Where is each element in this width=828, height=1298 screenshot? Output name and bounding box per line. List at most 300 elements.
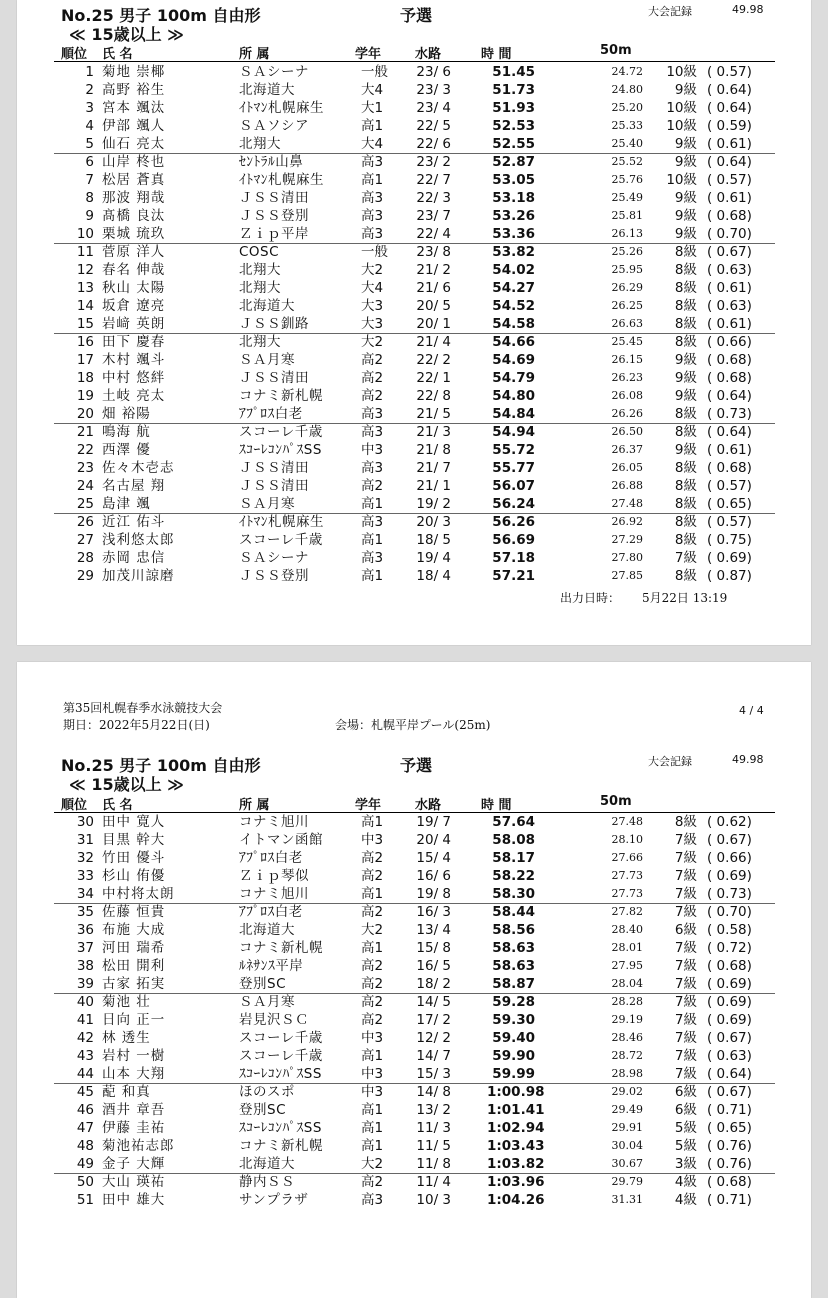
- heat-lane: 18/ 2: [416, 976, 451, 992]
- club-name: ＪＳＳ清田: [239, 460, 309, 476]
- split-50m: 25.45: [611, 335, 643, 348]
- reaction-time: ( 0.63): [707, 1048, 752, 1064]
- split-50m: 27.80: [611, 551, 643, 564]
- club-name: 北海道大: [239, 1156, 295, 1172]
- grade-cell: 高1: [361, 1138, 384, 1154]
- class-level: 9級: [674, 208, 697, 224]
- swimmer-name: 酒井 章吾: [102, 1102, 166, 1118]
- rank-cell: 37: [76, 940, 94, 956]
- split-50m: 25.76: [611, 173, 643, 186]
- club-name: COSC: [239, 244, 280, 260]
- class-level: 7級: [674, 886, 697, 902]
- grade-cell: 高2: [361, 478, 384, 494]
- rank-cell: 49: [76, 1156, 94, 1172]
- club-name: ＪＳＳ清田: [239, 190, 309, 206]
- split-50m: 25.49: [611, 191, 643, 204]
- club-name: コナミ新札幌: [239, 940, 323, 956]
- heat-lane: 23/ 4: [416, 100, 451, 116]
- swimmer-name: 那波 翔哉: [102, 190, 166, 206]
- class-level: 7級: [674, 958, 697, 974]
- heat-lane: 19/ 8: [416, 886, 451, 902]
- class-level: 10級: [666, 64, 697, 80]
- class-level: 7級: [674, 832, 697, 848]
- table-row: [17, 441, 811, 459]
- split-50m: 28.98: [611, 1067, 643, 1080]
- heat-lane: 14/ 8: [416, 1084, 451, 1100]
- swimmer-name: 菅原 洋人: [102, 244, 166, 260]
- club-name: イトマン函館: [239, 832, 323, 848]
- class-level: 9級: [674, 352, 697, 368]
- split-50m: 27.29: [611, 533, 643, 546]
- reaction-time: ( 0.68): [707, 1174, 752, 1190]
- result-time: 58.44: [492, 904, 535, 920]
- swimmer-name: 古家 拓実: [102, 976, 166, 992]
- grade-cell: 高1: [361, 940, 384, 956]
- swimmer-name: 春名 伸哉: [102, 262, 166, 278]
- heat-lane: 20/ 1: [416, 316, 451, 332]
- grade-cell: 高1: [361, 118, 384, 134]
- club-name: ｲﾄﾏﾝ札幌麻生: [239, 100, 324, 116]
- class-level: 8級: [674, 814, 697, 830]
- reaction-time: ( 0.63): [707, 298, 752, 314]
- table-row: [17, 813, 811, 831]
- reaction-time: ( 0.69): [707, 550, 752, 566]
- club-name: Ｚｉｐ琴似: [239, 868, 309, 884]
- col-lane-header: 水路: [415, 47, 442, 62]
- rank-cell: 46: [76, 1102, 94, 1118]
- result-time: 58.30: [492, 886, 535, 902]
- result-time: 56.26: [492, 514, 535, 530]
- reaction-time: ( 0.73): [707, 886, 752, 902]
- class-level: 7級: [674, 976, 697, 992]
- heat-lane: 13/ 2: [416, 1102, 451, 1118]
- heat-lane: 22/ 1: [416, 370, 451, 386]
- swimmer-name: 松居 蒼真: [102, 172, 166, 188]
- table-row: [17, 63, 811, 81]
- heat-lane: 11/ 5: [416, 1138, 451, 1154]
- result-time: 58.08: [492, 832, 535, 848]
- table-row: [17, 903, 811, 921]
- heat-lane: 16/ 5: [416, 958, 451, 974]
- heat-lane: 22/ 6: [416, 136, 451, 152]
- split-50m: 27.48: [611, 815, 643, 828]
- rank-cell: 11: [76, 244, 94, 260]
- record-value: 49.98: [732, 753, 764, 766]
- rank-cell: 3: [85, 100, 94, 116]
- grade-cell: 高1: [361, 172, 384, 188]
- split-50m: 24.80: [611, 83, 643, 96]
- heat-lane: 22/ 3: [416, 190, 451, 206]
- split-50m: 27.85: [611, 569, 643, 582]
- col-grade-header: 学年: [355, 47, 382, 62]
- heat-lane: 21/ 2: [416, 262, 451, 278]
- col-club-header: 所 属: [239, 47, 270, 62]
- rank-cell: 6: [85, 154, 94, 170]
- col-grade-header: 学年: [355, 798, 382, 813]
- class-level: 8級: [674, 262, 697, 278]
- split-50m: 30.04: [611, 1139, 643, 1152]
- split-50m: 28.04: [611, 977, 643, 990]
- class-level: 9級: [674, 190, 697, 206]
- table-row: [17, 1137, 811, 1155]
- swimmer-name: 加茂川諒磨: [102, 568, 175, 584]
- grade-cell: 中3: [361, 1030, 384, 1046]
- grade-cell: 高1: [361, 496, 384, 512]
- heat-lane: 21/ 5: [416, 406, 451, 422]
- class-level: 7級: [674, 868, 697, 884]
- club-name: 北翔大: [239, 334, 281, 350]
- event-title: No.25 男子 100m 自由形: [61, 756, 261, 775]
- rank-cell: 48: [76, 1138, 94, 1154]
- swimmer-name: 近江 佑斗: [102, 514, 166, 530]
- table-row: [17, 117, 811, 135]
- grade-cell: 大3: [361, 298, 384, 314]
- grade-cell: 高1: [361, 1120, 384, 1136]
- heat-lane: 22/ 8: [416, 388, 451, 404]
- rank-cell: 20: [76, 406, 94, 422]
- swimmer-name: 杉山 侑優: [102, 868, 166, 884]
- grade-cell: 高1: [361, 1102, 384, 1118]
- result-time: 58.22: [492, 868, 535, 884]
- table-row: [17, 405, 811, 423]
- swimmer-name: 菊地 崇椰: [102, 64, 166, 80]
- record-value: 49.98: [732, 3, 764, 16]
- meet-name: 第35回札幌春季水泳競技大会: [63, 701, 223, 715]
- heat-lane: 11/ 4: [416, 1174, 451, 1190]
- class-level: 7級: [674, 1030, 697, 1046]
- grade-cell: 高3: [361, 406, 384, 422]
- result-time: 59.99: [492, 1066, 535, 1082]
- grade-cell: 中3: [361, 832, 384, 848]
- rank-cell: 13: [76, 280, 94, 296]
- result-time: 52.53: [492, 118, 535, 134]
- rank-cell: 9: [85, 208, 94, 224]
- results-page-1: [17, 0, 811, 645]
- grade-cell: 大1: [361, 100, 384, 116]
- club-name: ｽｺｰﾚｺﾝﾊﾟｽSS: [239, 1066, 322, 1082]
- reaction-time: ( 0.57): [707, 478, 752, 494]
- split-50m: 28.46: [611, 1031, 643, 1044]
- rank-cell: 34: [76, 886, 94, 902]
- heat-lane: 22/ 7: [416, 172, 451, 188]
- split-50m: 26.37: [611, 443, 643, 456]
- table-row: [17, 567, 811, 585]
- result-time: 51.45: [492, 64, 535, 80]
- heat-lane: 11/ 3: [416, 1120, 451, 1136]
- club-name: ＳＡソシア: [239, 118, 309, 134]
- grade-cell: 大2: [361, 1156, 384, 1172]
- class-level: 8級: [674, 568, 697, 584]
- rank-cell: 30: [76, 814, 94, 830]
- result-time: 1:04.26: [487, 1192, 545, 1208]
- reaction-time: ( 0.57): [707, 64, 752, 80]
- reaction-time: ( 0.61): [707, 136, 752, 152]
- reaction-time: ( 0.65): [707, 496, 752, 512]
- rank-cell: 29: [76, 568, 94, 584]
- split-50m: 28.72: [611, 1049, 643, 1062]
- result-time: 58.63: [492, 940, 535, 956]
- heat-lane: 22/ 4: [416, 226, 451, 242]
- result-time: 1:00.98: [487, 1084, 545, 1100]
- result-time: 59.40: [492, 1030, 535, 1046]
- split-50m: 25.40: [611, 137, 643, 150]
- swimmer-name: 栗城 琉玖: [102, 226, 166, 242]
- heat-lane: 13/ 4: [416, 922, 451, 938]
- result-time: 54.94: [492, 424, 535, 440]
- rank-cell: 41: [76, 1012, 94, 1028]
- grade-cell: 大2: [361, 334, 384, 350]
- club-name: ｱﾌﾟﾛｽ白老: [239, 850, 303, 866]
- class-level: 7級: [674, 1048, 697, 1064]
- swimmer-name: 中村将太朗: [102, 886, 175, 902]
- rank-cell: 45: [76, 1084, 94, 1100]
- reaction-time: ( 0.72): [707, 940, 752, 956]
- grade-cell: 高3: [361, 190, 384, 206]
- rank-cell: 38: [76, 958, 94, 974]
- heat-lane: 23/ 6: [416, 64, 451, 80]
- reaction-time: ( 0.67): [707, 244, 752, 260]
- class-level: 10級: [666, 100, 697, 116]
- split-50m: 27.66: [611, 851, 643, 864]
- reaction-time: ( 0.67): [707, 1030, 752, 1046]
- reaction-time: ( 0.66): [707, 334, 752, 350]
- class-level: 9級: [674, 442, 697, 458]
- club-name: 北翔大: [239, 136, 281, 152]
- age-category: ≪ 15歳以上 ≫: [69, 775, 184, 794]
- reaction-time: ( 0.68): [707, 370, 752, 386]
- heat-lane: 14/ 5: [416, 994, 451, 1010]
- split-50m: 28.10: [611, 833, 643, 846]
- result-time: 52.55: [492, 136, 535, 152]
- heat-lane: 22/ 5: [416, 118, 451, 134]
- swimmer-name: 菊池祐志郎: [102, 1138, 175, 1154]
- grade-cell: 高3: [361, 514, 384, 530]
- rank-cell: 1: [85, 64, 94, 80]
- reaction-time: ( 0.69): [707, 976, 752, 992]
- round-label: 予選: [400, 756, 433, 775]
- class-level: 7級: [674, 994, 697, 1010]
- rank-cell: 8: [85, 190, 94, 206]
- split-50m: 27.48: [611, 497, 643, 510]
- swimmer-name: 仙石 亮太: [102, 136, 166, 152]
- club-name: ｱﾌﾟﾛｽ白老: [239, 904, 303, 920]
- reaction-time: ( 0.64): [707, 388, 752, 404]
- rank-cell: 39: [76, 976, 94, 992]
- result-time: 1:02.94: [487, 1120, 545, 1136]
- page-number: 4 / 4: [739, 704, 764, 717]
- class-level: 6級: [674, 922, 697, 938]
- result-time: 1:03.96: [487, 1174, 545, 1190]
- table-row: [17, 957, 811, 975]
- heat-lane: 22/ 2: [416, 352, 451, 368]
- heat-lane: 21/ 6: [416, 280, 451, 296]
- club-name: ｽｺｰﾚｺﾝﾊﾟｽSS: [239, 442, 322, 458]
- table-row: [17, 1191, 811, 1209]
- swimmer-name: 木村 颯斗: [102, 352, 166, 368]
- heat-lane: 18/ 4: [416, 568, 451, 584]
- result-time: 58.56: [492, 922, 535, 938]
- col-rank-header: 順位: [61, 798, 88, 813]
- club-name: ｽｺｰﾚｺﾝﾊﾟｽSS: [239, 1120, 322, 1136]
- result-time: 54.80: [492, 388, 535, 404]
- table-row: [17, 939, 811, 957]
- result-time: 54.79: [492, 370, 535, 386]
- split-50m: 26.50: [611, 425, 643, 438]
- grade-cell: 高3: [361, 226, 384, 242]
- class-level: 5級: [674, 1138, 697, 1154]
- table-row: [17, 333, 811, 351]
- class-level: 6級: [674, 1084, 697, 1100]
- split-50m: 26.23: [611, 371, 643, 384]
- reaction-time: ( 0.71): [707, 1102, 752, 1118]
- swimmer-name: 浅利悠太郎: [102, 532, 175, 548]
- table-row: [17, 153, 811, 171]
- swimmer-name: 目黒 幹大: [102, 832, 166, 848]
- col-time-header: 時 間: [481, 47, 512, 62]
- output-timestamp: 5月22日 13:19: [642, 591, 728, 605]
- grade-cell: 高3: [361, 208, 384, 224]
- swimmer-name: 畑 裕陽: [102, 406, 151, 422]
- reaction-time: ( 0.68): [707, 208, 752, 224]
- grade-cell: 高1: [361, 886, 384, 902]
- table-row: [17, 1173, 811, 1191]
- rank-cell: 51: [76, 1192, 94, 1208]
- heat-lane: 11/ 8: [416, 1156, 451, 1172]
- split-50m: 26.13: [611, 227, 643, 240]
- grade-cell: 高2: [361, 850, 384, 866]
- rank-cell: 33: [76, 868, 94, 884]
- heat-lane: 23/ 3: [416, 82, 451, 98]
- table-row: [17, 135, 811, 153]
- result-time: 54.69: [492, 352, 535, 368]
- rank-cell: 31: [76, 832, 94, 848]
- grade-cell: 高3: [361, 550, 384, 566]
- rank-cell: 16: [76, 334, 94, 350]
- swimmer-name: 日向 正一: [102, 1012, 166, 1028]
- reaction-time: ( 0.64): [707, 154, 752, 170]
- club-name: ＳＡ月寒: [239, 352, 295, 368]
- split-50m: 25.95: [611, 263, 643, 276]
- table-row: [17, 207, 811, 225]
- result-time: 53.05: [492, 172, 535, 188]
- rank-cell: 2: [85, 82, 94, 98]
- class-level: 8級: [674, 496, 697, 512]
- club-name: ＳＡ月寒: [239, 994, 295, 1010]
- club-name: ＳＡシーナ: [239, 64, 309, 80]
- heat-lane: 19/ 2: [416, 496, 451, 512]
- class-level: 7級: [674, 1066, 697, 1082]
- reaction-time: ( 0.66): [707, 850, 752, 866]
- heat-lane: 20/ 3: [416, 514, 451, 530]
- split-50m: 26.92: [611, 515, 643, 528]
- table-row: [17, 867, 811, 885]
- heat-lane: 16/ 3: [416, 904, 451, 920]
- grade-cell: 中3: [361, 1066, 384, 1082]
- club-name: スコーレ千歳: [239, 532, 323, 548]
- table-row: [17, 459, 811, 477]
- class-level: 9級: [674, 370, 697, 386]
- club-name: ＪＳＳ登別: [239, 568, 309, 584]
- result-time: 54.27: [492, 280, 535, 296]
- reaction-time: ( 0.70): [707, 226, 752, 242]
- club-name: 登別SC: [239, 976, 286, 992]
- class-level: 7級: [674, 1012, 697, 1028]
- rank-cell: 17: [76, 352, 94, 368]
- reaction-time: ( 0.70): [707, 904, 752, 920]
- class-level: 9級: [674, 136, 697, 152]
- club-name: ＪＳＳ清田: [239, 370, 309, 386]
- split-50m: 27.95: [611, 959, 643, 972]
- meet-venue: 会場：札幌平岸プール(25m): [335, 718, 491, 732]
- rank-cell: 10: [76, 226, 94, 242]
- rank-cell: 19: [76, 388, 94, 404]
- result-time: 59.28: [492, 994, 535, 1010]
- table-row: [17, 1065, 811, 1083]
- class-level: 10級: [666, 118, 697, 134]
- swimmer-name: 宮本 颯汰: [102, 100, 166, 116]
- club-name: Ｚｉｐ平岸: [239, 226, 309, 242]
- split-50m: 28.28: [611, 995, 643, 1008]
- table-row: [17, 81, 811, 99]
- swimmer-name: 田下 慶春: [102, 334, 166, 350]
- rank-cell: 47: [76, 1120, 94, 1136]
- grade-cell: 高1: [361, 1048, 384, 1064]
- result-time: 54.66: [492, 334, 535, 350]
- rank-cell: 14: [76, 298, 94, 314]
- heat-lane: 21/ 4: [416, 334, 451, 350]
- rank-cell: 7: [85, 172, 94, 188]
- table-row: [17, 1101, 811, 1119]
- swimmer-name: 赤岡 忠信: [102, 550, 166, 566]
- club-name: ほのスポ: [239, 1084, 295, 1100]
- club-name: ｱﾌﾟﾛｽ白老: [239, 406, 303, 422]
- table-row: [17, 171, 811, 189]
- heat-lane: 19/ 7: [416, 814, 451, 830]
- table-row: [17, 243, 811, 261]
- class-level: 7級: [674, 940, 697, 956]
- result-time: 54.58: [492, 316, 535, 332]
- rank-cell: 26: [76, 514, 94, 530]
- class-level: 8級: [674, 460, 697, 476]
- class-level: 10級: [666, 172, 697, 188]
- rank-cell: 21: [76, 424, 94, 440]
- class-level: 4級: [674, 1174, 697, 1190]
- table-row: [17, 885, 811, 903]
- reaction-time: ( 0.69): [707, 868, 752, 884]
- swimmer-name: 佐々木壱志: [102, 460, 175, 476]
- swimmer-name: 竹田 優斗: [102, 850, 166, 866]
- round-label: 予選: [400, 6, 433, 25]
- heat-lane: 15/ 3: [416, 1066, 451, 1082]
- grade-cell: 高3: [361, 424, 384, 440]
- swimmer-name: 西澤 優: [102, 442, 151, 458]
- result-time: 57.21: [492, 568, 535, 584]
- result-time: 53.36: [492, 226, 535, 242]
- club-name: 北海道大: [239, 922, 295, 938]
- swimmer-name: 髙橋 良汰: [102, 208, 166, 224]
- heat-lane: 21/ 3: [416, 424, 451, 440]
- table-row: [17, 975, 811, 993]
- class-level: 8級: [674, 298, 697, 314]
- heat-lane: 15/ 4: [416, 850, 451, 866]
- result-time: 53.26: [492, 208, 535, 224]
- class-level: 3級: [674, 1156, 697, 1172]
- class-level: 9級: [674, 154, 697, 170]
- grade-cell: 中3: [361, 1084, 384, 1100]
- split-50m: 27.73: [611, 869, 643, 882]
- grade-cell: 高2: [361, 976, 384, 992]
- club-name: ﾙﾈｻﾝｽ平岸: [239, 958, 304, 974]
